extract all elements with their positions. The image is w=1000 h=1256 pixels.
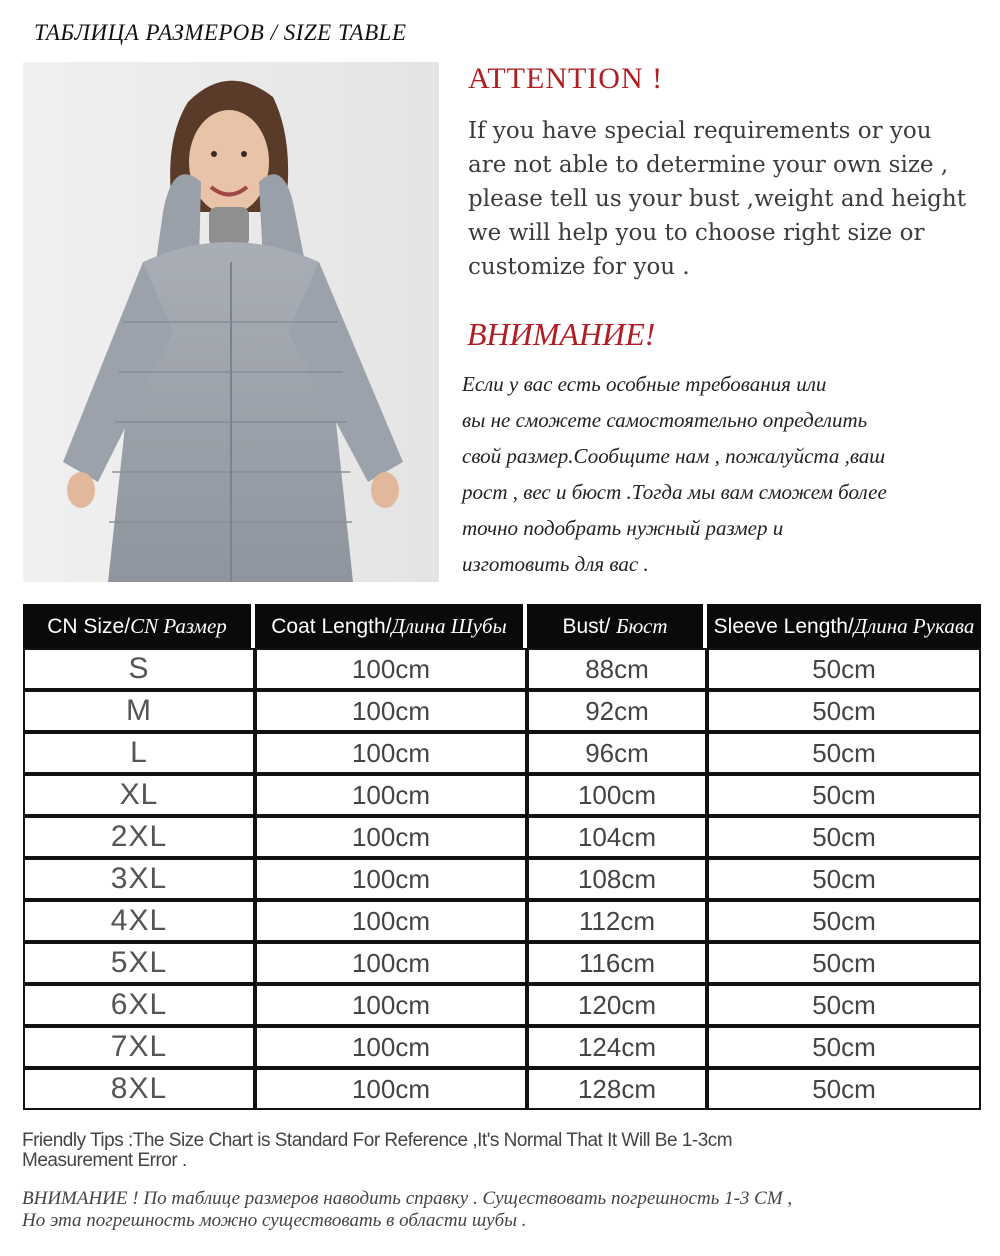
bust-cell: 92cm (527, 690, 707, 732)
sleeve-length-cell: 50cm (707, 690, 981, 732)
sleeve-length-cell: 50cm (707, 858, 981, 900)
attention-text (468, 114, 998, 284)
coat-length-cell: 100cm (255, 942, 527, 984)
sleeve-length-cell: 50cm (707, 774, 981, 816)
attention-ru-line: свой размер.Сообщите нам , пожалуйста ,ваш (462, 444, 886, 468)
bust-cell: 100cm (527, 774, 707, 816)
attention-text-ru (462, 366, 997, 582)
tips-line: Measurement Error . (22, 1150, 187, 1171)
coat-length-cell: 100cm (255, 816, 527, 858)
size-cell: 6XL (23, 984, 255, 1026)
size-cell: S (23, 648, 255, 690)
sleeve-length-cell: 50cm (707, 732, 981, 774)
attention-line: customize for you . (468, 254, 690, 280)
ru-note-line: ВНИМАНИЕ ! По таблице размеров наводить справку . Существовать погрешность 1-3 СМ , (22, 1188, 793, 1209)
ru-note-line: Но эта погрешность можно существовать в области шубы . (22, 1210, 527, 1231)
attention-line: please tell us your bust ,weight and height (468, 186, 966, 212)
header-cn-size: CN Size/CN Размер (23, 604, 255, 648)
table-row (23, 732, 981, 774)
size-cell: XL (23, 774, 255, 816)
sleeve-length-cell: 50cm (707, 900, 981, 942)
attention-line: are not able to determine your own size , (468, 152, 949, 178)
attention-ru-line: изготовить для вас . (462, 552, 649, 576)
bust-cell: 120cm (527, 984, 707, 1026)
bust-cell: 128cm (527, 1068, 707, 1110)
table-row (23, 816, 981, 858)
table-row (23, 690, 981, 732)
size-cell: L (23, 732, 255, 774)
sleeve-length-cell: 50cm (707, 942, 981, 984)
table-row (23, 858, 981, 900)
coat-length-cell: 100cm (255, 732, 527, 774)
attention-ru-line: точно подобрать нужный размер и (462, 516, 784, 540)
size-table-body (23, 648, 981, 1110)
header-bust: Bust/ Бюст (527, 604, 707, 648)
sleeve-length-cell: 50cm (707, 648, 981, 690)
bust-cell: 88cm (527, 648, 707, 690)
size-table (23, 604, 981, 1110)
size-cell: 4XL (23, 900, 255, 942)
bust-cell: 104cm (527, 816, 707, 858)
sleeve-length-cell: 50cm (707, 984, 981, 1026)
friendly-tips (22, 1131, 982, 1171)
table-row (23, 774, 981, 816)
coat-length-cell: 100cm (255, 900, 527, 942)
table-header-row (23, 604, 981, 648)
ru-note (22, 1188, 982, 1232)
sleeve-length-cell: 50cm (707, 1068, 981, 1110)
table-row (23, 984, 981, 1026)
attention-ru-line: вы не сможете самостоятельно определить (462, 408, 868, 432)
bust-cell: 112cm (527, 900, 707, 942)
coat-length-cell: 100cm (255, 690, 527, 732)
size-cell: 8XL (23, 1068, 255, 1110)
size-cell: M (23, 690, 255, 732)
sleeve-length-cell: 50cm (707, 1026, 981, 1068)
sleeve-length-cell: 50cm (707, 816, 981, 858)
bust-cell: 116cm (527, 942, 707, 984)
coat-length-cell: 100cm (255, 1026, 527, 1068)
model-in-mink-coat-illustration (23, 62, 439, 582)
table-row (23, 942, 981, 984)
table-row (23, 648, 981, 690)
coat-length-cell: 100cm (255, 774, 527, 816)
size-cell: 5XL (23, 942, 255, 984)
page-title: ТАБЛИЦА РАЗМЕРОВ / SIZE TABLE (34, 20, 407, 45)
attention-heading-ru: ВНИМАНИЕ! (467, 316, 656, 352)
size-cell: 3XL (23, 858, 255, 900)
model-photo (23, 62, 439, 582)
bust-cell: 124cm (527, 1026, 707, 1068)
attention-ru-line: Если у вас есть особные требования или (462, 372, 827, 396)
table-row (23, 1026, 981, 1068)
attention-ru-line: рост , вес и бюст .Тогда мы вам сможем более (462, 480, 887, 504)
coat-length-cell: 100cm (255, 1068, 527, 1110)
coat-length-cell: 100cm (255, 984, 527, 1026)
header-coat-length: Coat Length/Длина Шубы (255, 604, 527, 648)
bust-cell: 96cm (527, 732, 707, 774)
attention-line: we will help you to choose right size or (468, 220, 925, 246)
tips-line: Friendly Tips :The Size Chart is Standard For Reference ,It's Normal That It Will Be 1-3cm (22, 1130, 733, 1151)
attention-heading: ATTENTION ! (468, 62, 664, 95)
size-cell: 2XL (23, 816, 255, 858)
table-row (23, 900, 981, 942)
coat-length-cell: 100cm (255, 648, 527, 690)
attention-line: If you have special requirements or you (468, 118, 932, 144)
size-cell: 7XL (23, 1026, 255, 1068)
bust-cell: 108cm (527, 858, 707, 900)
table-row (23, 1068, 981, 1110)
header-sleeve-length: Sleeve Length/Длина Рукава (707, 604, 981, 648)
coat-length-cell: 100cm (255, 858, 527, 900)
